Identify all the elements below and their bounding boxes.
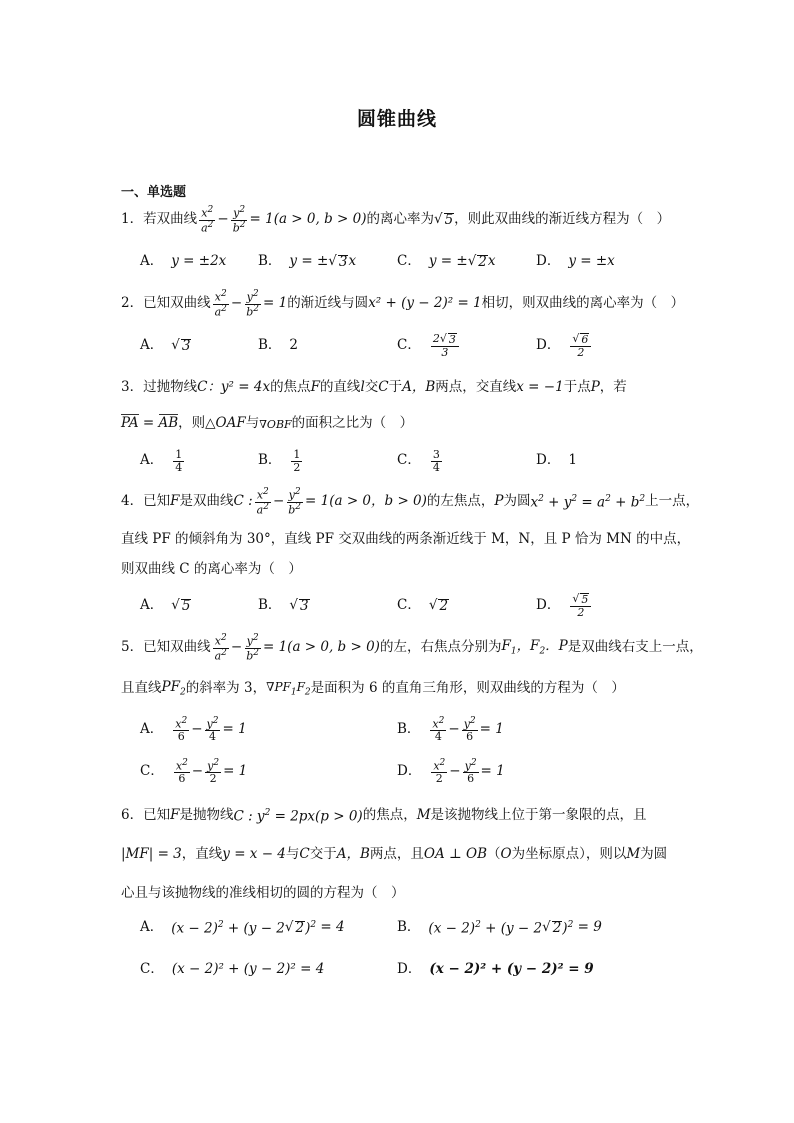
q5-option-c[interactable]: C． $\frac{x^2}{6}$ − $\frac{y^2}{2}$ = 1 [140, 758, 248, 786]
q6-option-d[interactable]: D． (x − 2)² + (y − 2)² = 9 [397, 961, 594, 978]
q1-option-c[interactable]: C． y = ± √ 2 x [397, 252, 496, 270]
q2-option-c[interactable]: C． 2√ 3 3 [397, 332, 461, 360]
q5-option-d[interactable]: D． $\frac{x^2}{2}$ − $\frac{y^2}{6}$ = 1 [397, 758, 505, 786]
q4-option-c[interactable]: C． √ 2 [397, 596, 449, 614]
q6-option-b[interactable]: B． $(x - 2)^2 + (y - 2$ √ 2 )$^2$ = 9 [397, 918, 602, 936]
question-4-stem-line3: 则双曲线 C 的离心率为（ ） [121, 561, 302, 578]
question-5-stem-line2: 且直线 $PF_2$ 的斜率为 3， $\nabla PF_1F_2$ 是面积为 6 的直角三角形，则双曲线的方程为（ ） [121, 678, 625, 698]
q1-option-a[interactable]: A． y = ±2x [140, 253, 227, 270]
question-6-options-row1 [0, 914, 794, 942]
q2-option-a[interactable]: A． √ 3 [140, 336, 191, 354]
question-3-stem-line1: 3．过抛物线 C：y² = 4x 的焦点 F 的直线 l 交 C 于 A，B 两点，交直线 x = −1 于点 P ，若 [121, 379, 627, 396]
page-title: 圆锥曲线 [356, 108, 437, 130]
q3-option-a[interactable]: A． $\frac{1}{4}$ [140, 447, 183, 474]
question-6-options-row2 [0, 956, 794, 984]
question-2-options [0, 332, 794, 360]
q4-option-d[interactable]: D． √ 5 2 [536, 592, 593, 620]
q4-option-a[interactable]: A． √ 5 [140, 596, 191, 614]
q6-option-a[interactable]: A． $(x - 2)^2 + (y - 2$ √ 2 )$^2$ = 4 [140, 918, 345, 936]
question-4-options [0, 592, 794, 620]
q4-option-b[interactable]: B． √ 3 [258, 596, 309, 614]
question-1-options [0, 248, 794, 276]
q2-option-d[interactable]: D． √ 6 2 [536, 332, 593, 360]
question-6-stem-line2: |MF| = 3 ，直线 y = x − 4 与 C 交于 A，B 两点，且 OA ⊥ OB （ O 为坐标原点），则以 M 为圆 [121, 846, 668, 863]
q5-option-b[interactable]: B． $\frac{x^2}{4}$ − $\frac{y^2}{6}$ = 1 [397, 716, 504, 744]
question-4-stem-line1: 4．已知 F 是双曲线 C : $\frac{x^2}{a^2}$ − $\frac{y^2}{b^2}$ = 1(a > 0，b > 0) 的左焦点， P 为圆 $x^2 + y^2 = a^2 + b^2$ 上一点， [121, 487, 700, 517]
question-5-options-row1 [0, 716, 794, 744]
question-6-stem-line1: 6．已知 F 是抛物线 C : $y^2 = 2px(p > 0)$ 的焦点， M 是该抛物线上位于第一象限的点，且 [121, 807, 647, 824]
q3-option-b[interactable]: B． $\frac{1}{2}$ [258, 447, 301, 474]
question-3-options [0, 447, 794, 475]
question-4-stem-line2: 直线 PF 的倾斜角为 30°，直线 PF 交双曲线的两条渐近线于 M，N，且 P 恰为 MN 的中点， [121, 531, 691, 548]
question-1-stem: 1．若双曲线 $\frac{x^2}{a^2}$ − $\frac{y^2}{b^2}$ = 1 (a > 0, b > 0) 的离心率为 √ 5 ，则此双曲线的渐近线方程为（ ） [121, 205, 671, 235]
q1-option-b[interactable]: B． y = ± √ 3 x [258, 252, 357, 270]
question-5-options-row2 [0, 758, 794, 786]
section-heading: 一、单选题 [121, 185, 187, 200]
question-3-stem-line2: PA = AB ，则 △OAF 与 ∇OBF 的面积之比为（ ） [121, 415, 414, 432]
question-5-stem-line1: 5．已知双曲线 $\frac{x^2}{a^2}$ − $\frac{y^2}{b^2}$ = 1(a > 0, b > 0) 的左，右焦点分别为 $F_1$，$F_2$．P 是双曲线右支上一点， [121, 633, 703, 663]
question-2-stem: 2．已知双曲线 $\frac{x^2}{a^2}$ − $\frac{y^2}{b^2}$ = 1 的渐近线与圆 x² + (y − 2)² = 1 相切，则双曲线的离心率为（ ） [121, 289, 685, 319]
q6-option-c[interactable]: C． (x − 2)² + (y − 2)² = 4 [140, 961, 325, 978]
question-6-stem-line3: 心且与该抛物线的准线相切的圆的方程为（ ） [121, 885, 405, 902]
q3-option-d[interactable]: D． 1 [536, 452, 577, 469]
q1-option-d[interactable]: D． y = ±x [536, 253, 615, 270]
q1-prefix: 1．若双曲线 [121, 211, 198, 228]
q1-suffix: ，则此双曲线的渐近线方程为（ ） [454, 211, 671, 228]
q2-option-b[interactable]: B． 2 [258, 337, 299, 354]
q1-mid: 的离心率为 [366, 211, 434, 228]
q3-option-c[interactable]: C． $\frac{3}{4}$ [397, 447, 440, 474]
q1-condition: (a > 0, b > 0) [273, 211, 367, 228]
q2-circle-equation: x² + (y − 2)² = 1 [368, 295, 482, 312]
q5-option-a[interactable]: A． $\frac{x^2}{6}$ − $\frac{y^2}{4}$ = 1 [140, 716, 247, 744]
